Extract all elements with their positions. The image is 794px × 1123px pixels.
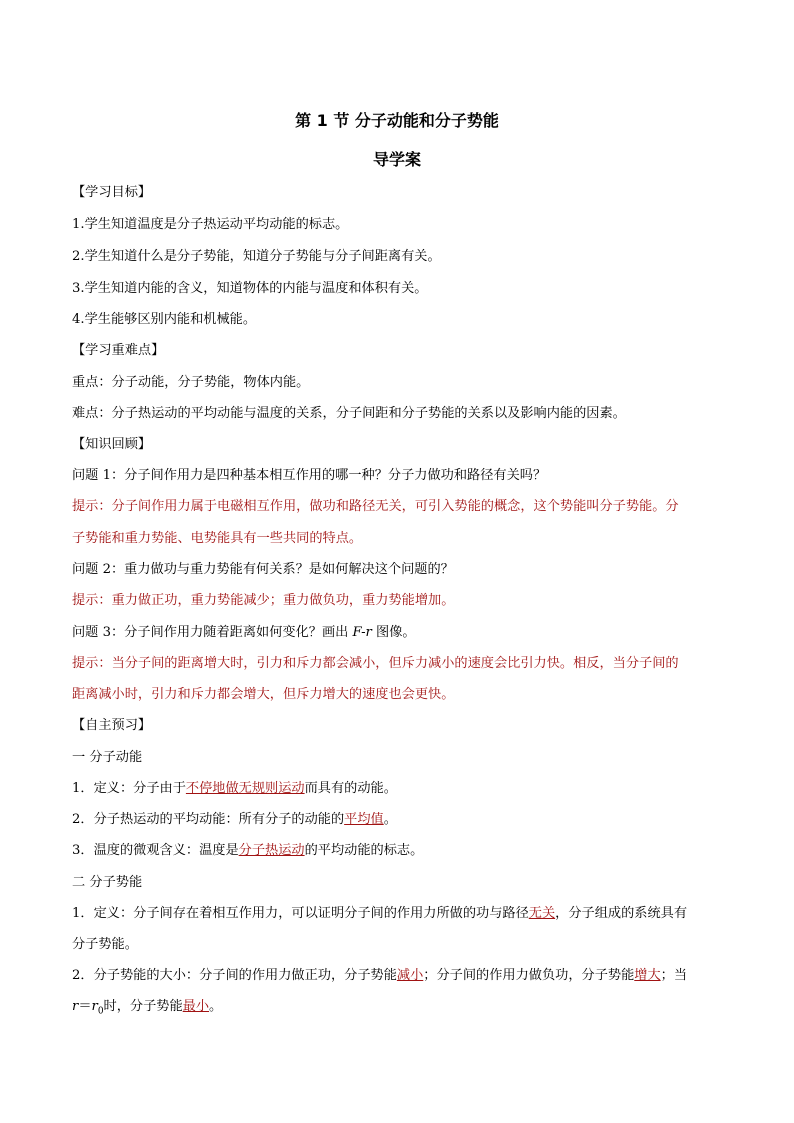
fill-blank: 不停地做无规则运动 <box>185 781 305 796</box>
fill-blank: 平均值 <box>344 812 384 827</box>
p1-average-post: 。 <box>383 812 397 827</box>
question-1: 问题 1：分子间作用力是四种基本相互作用的哪一种？分子力做功和路径有关吗？ <box>72 468 547 483</box>
p2-magnitude-pre: 2．分子势能的大小：分子间的作用力做正功，分子势能 <box>72 968 397 983</box>
answer-1-line-1 <box>72 498 727 516</box>
goal-item-2: 2.学生知道什么是分子势能，知道分子势能与分子间距离有关。 <box>72 249 441 264</box>
difficult-points: 难点：分子热运动的平均动能与温度的关系，分子间距和分子势能的关系以及影响内能的因素。 <box>72 406 626 421</box>
fill-blank: 无关 <box>528 906 556 921</box>
question-3-end: 图像。 <box>371 625 416 640</box>
p1-temperature <box>72 842 727 860</box>
p1-average-pre: 2．分子热运动的平均动能：所有分子的动能的 <box>72 812 345 827</box>
goal-item-1: 1.学生知道温度是分子热运动平均动能的标志。 <box>72 217 349 232</box>
p2-line2-end: 。 <box>209 999 223 1014</box>
fill-blank: 分子热运动 <box>238 843 305 858</box>
key-heading: 【学习重难点】 <box>72 343 165 358</box>
p2-definition-post: ，分子组成的系统具有 <box>555 906 688 921</box>
answer-3-line-1 <box>72 655 727 673</box>
p1-definition <box>72 780 727 798</box>
fill-blank: 减小 <box>396 968 424 983</box>
answer-3-text: 当分子间的距离增大时，引力和斥力都会减小，但斥力减小的速度会比引力快。相反，当分子间的 <box>111 656 679 671</box>
page-title: 第 1 节 分子动能和分子势能 <box>295 111 499 130</box>
question-3 <box>72 624 727 642</box>
equals-sign: ＝ <box>78 999 92 1014</box>
part-2-heading: 二 分子势能 <box>72 875 143 890</box>
answer-1-line-2: 子势能和重力势能、电势能具有一些共同的特点。 <box>72 531 363 546</box>
p2-definition-pre: 1．定义：分子间存在着相互作用力，可以证明分子间的作用力所做的功与路径 <box>72 906 529 921</box>
p2-magnitude-mid: ；分子间的作用力做负功，分子势能 <box>423 968 635 983</box>
answer-2 <box>72 592 727 610</box>
question-3-text: 问题 3：分子间作用力随着距离如何变化？画出 <box>72 625 353 640</box>
key-points: 重点：分子动能，分子势能，物体内能。 <box>72 375 310 390</box>
answer-1-text: 分子间作用力属于电磁相互作用，做功和路径无关，可引入势能的概念，这个势能叫分子势能。分 <box>111 499 679 514</box>
goal-item-4: 4.学生能够区别内能和机械能。 <box>72 312 257 327</box>
p1-definition-post: 而具有的动能。 <box>304 781 397 796</box>
answer-2-text: 重力做正功，重力势能减少；重力做负功，重力势能增加。 <box>111 593 455 608</box>
p2-magnitude-line-2 <box>72 998 727 1021</box>
r0-variable: r <box>91 999 98 1014</box>
p1-definition-pre: 1．定义：分子由于 <box>72 781 186 796</box>
hint-label: 提示： <box>72 656 112 671</box>
f-r-variable: F-r <box>352 625 372 640</box>
part-1-heading: 一 分子动能 <box>72 750 143 765</box>
fill-blank: 最小 <box>182 999 210 1014</box>
review-heading: 【知识回顾】 <box>72 437 152 452</box>
fill-blank: 增大 <box>634 968 661 983</box>
p2-definition-line-2: 分子势能。 <box>72 937 138 952</box>
p1-average-kinetic <box>72 811 727 829</box>
r0-subscript: 0 <box>97 1006 104 1017</box>
question-2: 问题 2：重力做功与重力势能有何关系？是如何解决这个问题的？ <box>72 562 454 577</box>
p1-temperature-pre: 3．温度的微观含义：温度是 <box>72 843 239 858</box>
goals-heading: 【学习目标】 <box>72 185 152 200</box>
hint-label: 提示： <box>72 593 112 608</box>
r-variable: r <box>72 999 79 1014</box>
p2-magnitude <box>72 967 727 985</box>
preview-heading: 【自主预习】 <box>72 718 152 733</box>
goal-item-3: 3.学生知道内能的含义，知道物体的内能与温度和体积有关。 <box>72 281 428 296</box>
p2-magnitude-post: ；当 <box>660 968 688 983</box>
answer-3-line-2: 距离减小时，引力和斥力都会增大，但斥力增大的速度也会更快。 <box>72 687 455 702</box>
hint-label: 提示： <box>72 499 112 514</box>
p2-definition <box>72 905 727 923</box>
p1-temperature-post: 的平均动能的标志。 <box>304 843 424 858</box>
page-subtitle: 导学案 <box>372 150 421 169</box>
p2-line2-text: 时，分子势能 <box>103 999 183 1014</box>
